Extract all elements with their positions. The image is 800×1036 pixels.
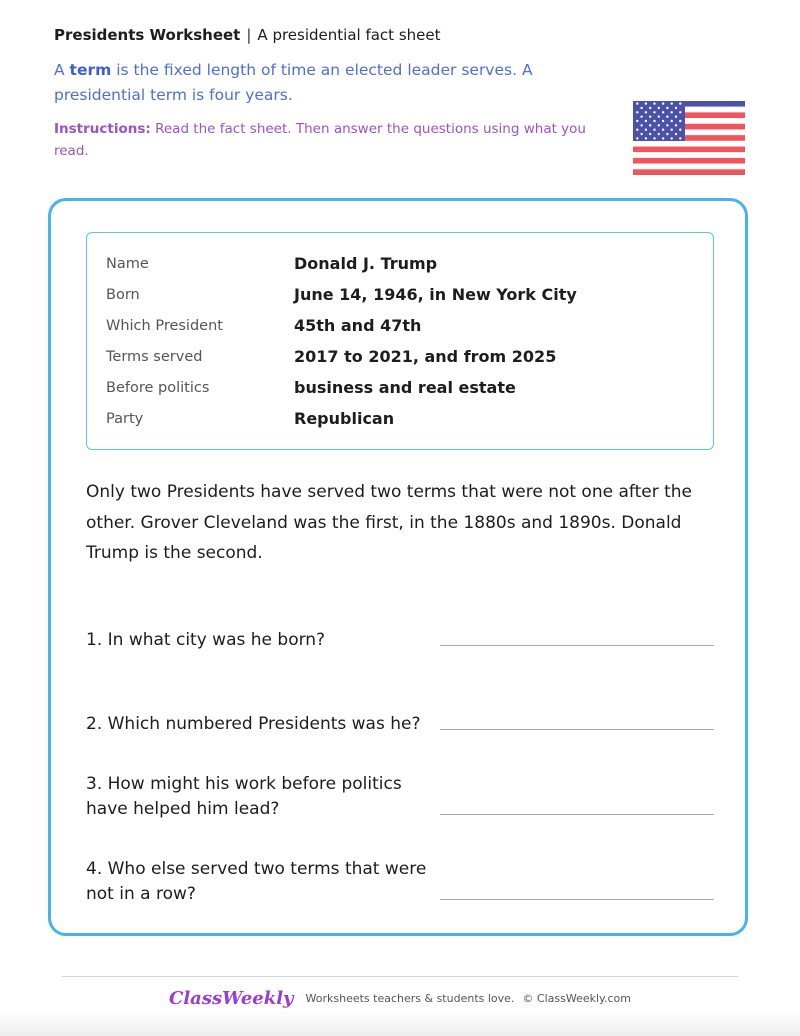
flag-star xyxy=(645,111,647,113)
fact-value: business and real estate xyxy=(294,378,516,397)
us-flag-icon xyxy=(633,101,745,175)
flag-star xyxy=(636,129,638,131)
worksheet-header xyxy=(54,26,440,44)
footer xyxy=(0,988,800,1009)
fact-row-party xyxy=(106,403,394,434)
definition-prefix: A xyxy=(54,61,65,79)
flag-star xyxy=(658,133,660,135)
question-2: 2. Which numbered Presidents was he? xyxy=(86,714,421,734)
flag-star xyxy=(636,137,638,139)
fact-value: June 14, 1946, in New York City xyxy=(294,285,577,304)
fact-label: Name xyxy=(106,255,149,272)
term-definition xyxy=(54,58,574,108)
flag-star xyxy=(679,129,681,131)
flag-star xyxy=(653,129,655,131)
flag-stripe xyxy=(633,169,745,175)
fact-label: Which President xyxy=(106,317,223,334)
question-3: 3. How might his work before politics have helped him lead? xyxy=(86,774,402,819)
flag-stripe xyxy=(633,158,745,164)
definition-text: is the fixed length of time an elected leader serves. A presidential term is four years. xyxy=(54,61,533,104)
flag-stripe xyxy=(633,141,745,147)
fact-value: 45th and 47th xyxy=(294,316,422,335)
definition-term: term xyxy=(69,61,112,79)
answer-line-1[interactable] xyxy=(440,645,714,646)
fact-row-name xyxy=(106,248,437,279)
flag-star xyxy=(653,111,655,113)
instructions-label: Instructions: xyxy=(54,121,151,137)
fact-row-born xyxy=(106,279,577,310)
flag-star xyxy=(662,120,664,122)
flag-star xyxy=(649,115,651,117)
flag-star xyxy=(653,120,655,122)
flag-stripe xyxy=(633,164,745,170)
fact-row-terms-served xyxy=(106,341,556,372)
fact-value: Republican xyxy=(294,409,395,428)
flag-star xyxy=(666,107,668,109)
flag-star xyxy=(640,107,642,109)
answer-line-4[interactable] xyxy=(440,899,714,900)
fact-label: Before politics xyxy=(106,379,210,396)
flag-star xyxy=(645,129,647,131)
flag-stripe xyxy=(633,152,745,158)
header-separator: | xyxy=(246,26,252,44)
flag-star xyxy=(662,111,664,113)
brand-logo[interactable]: ClassWeekly xyxy=(169,988,294,1009)
flag-star xyxy=(653,137,655,139)
flag-star xyxy=(675,124,677,126)
instructions-text: Read the fact sheet. Then answer the questions using what you read. xyxy=(54,121,586,159)
answer-line-2[interactable] xyxy=(440,729,714,730)
flag-star xyxy=(658,115,660,117)
flag-star xyxy=(679,102,681,104)
flag-stripe xyxy=(633,147,745,153)
flag-star xyxy=(671,129,673,131)
page-bottom-shadow xyxy=(0,1010,800,1036)
flag-star xyxy=(649,124,651,126)
worksheet-subtitle: A presidential fact sheet xyxy=(257,26,441,44)
flag-star xyxy=(658,124,660,126)
flag-star xyxy=(636,120,638,122)
flag-star xyxy=(679,120,681,122)
fact-row-before-politics xyxy=(106,372,516,403)
flag-star xyxy=(662,102,664,104)
fact-label: Party xyxy=(106,410,144,427)
flag-star xyxy=(636,102,638,104)
flag-star xyxy=(679,111,681,113)
worksheet-title: Presidents Worksheet xyxy=(54,26,241,44)
flag-star xyxy=(675,107,677,109)
flag-star xyxy=(645,120,647,122)
fact-table xyxy=(86,232,714,450)
question-1: 1. In what city was he born? xyxy=(86,630,326,650)
flag-star xyxy=(640,115,642,117)
fact-value: 2017 to 2021, and from 2025 xyxy=(294,347,557,366)
footer-copyright: © ClassWeekly.com xyxy=(522,992,631,1005)
flag-star xyxy=(666,133,668,135)
fact-value: Donald J. Trump xyxy=(294,254,438,273)
flag-star xyxy=(671,111,673,113)
flag-star xyxy=(662,129,664,131)
flag-star xyxy=(666,115,668,117)
flag-star xyxy=(671,102,673,104)
flag-star xyxy=(645,137,647,139)
flag-star xyxy=(649,107,651,109)
flag-star xyxy=(671,120,673,122)
question-4: 4. Who else served two terms that were not in a row? xyxy=(86,859,427,904)
flag-star xyxy=(636,111,638,113)
flag-star xyxy=(645,102,647,104)
flag-star xyxy=(675,133,677,135)
fact-row-which-president xyxy=(106,310,421,341)
flag-star xyxy=(671,137,673,139)
flag-star xyxy=(662,137,664,139)
flag-star xyxy=(658,107,660,109)
footer-tagline: Worksheets teachers & students love. xyxy=(305,992,515,1005)
fact-label: Terms served xyxy=(106,348,203,365)
fact-label: Born xyxy=(106,286,140,303)
flag-star xyxy=(666,124,668,126)
flag-star xyxy=(653,102,655,104)
flag-star xyxy=(649,133,651,135)
flag-star xyxy=(640,133,642,135)
footer-divider xyxy=(62,976,738,977)
flag-star xyxy=(679,137,681,139)
flag-star xyxy=(675,115,677,117)
answer-line-3[interactable] xyxy=(440,814,714,815)
instructions xyxy=(54,118,594,162)
flag-star xyxy=(640,124,642,126)
reading-passage: Only two Presidents have served two terms that were not one after the other. Grover Cleveland was the first, in the 1880s and 1890s. Donald Trump is the second. xyxy=(86,482,692,563)
